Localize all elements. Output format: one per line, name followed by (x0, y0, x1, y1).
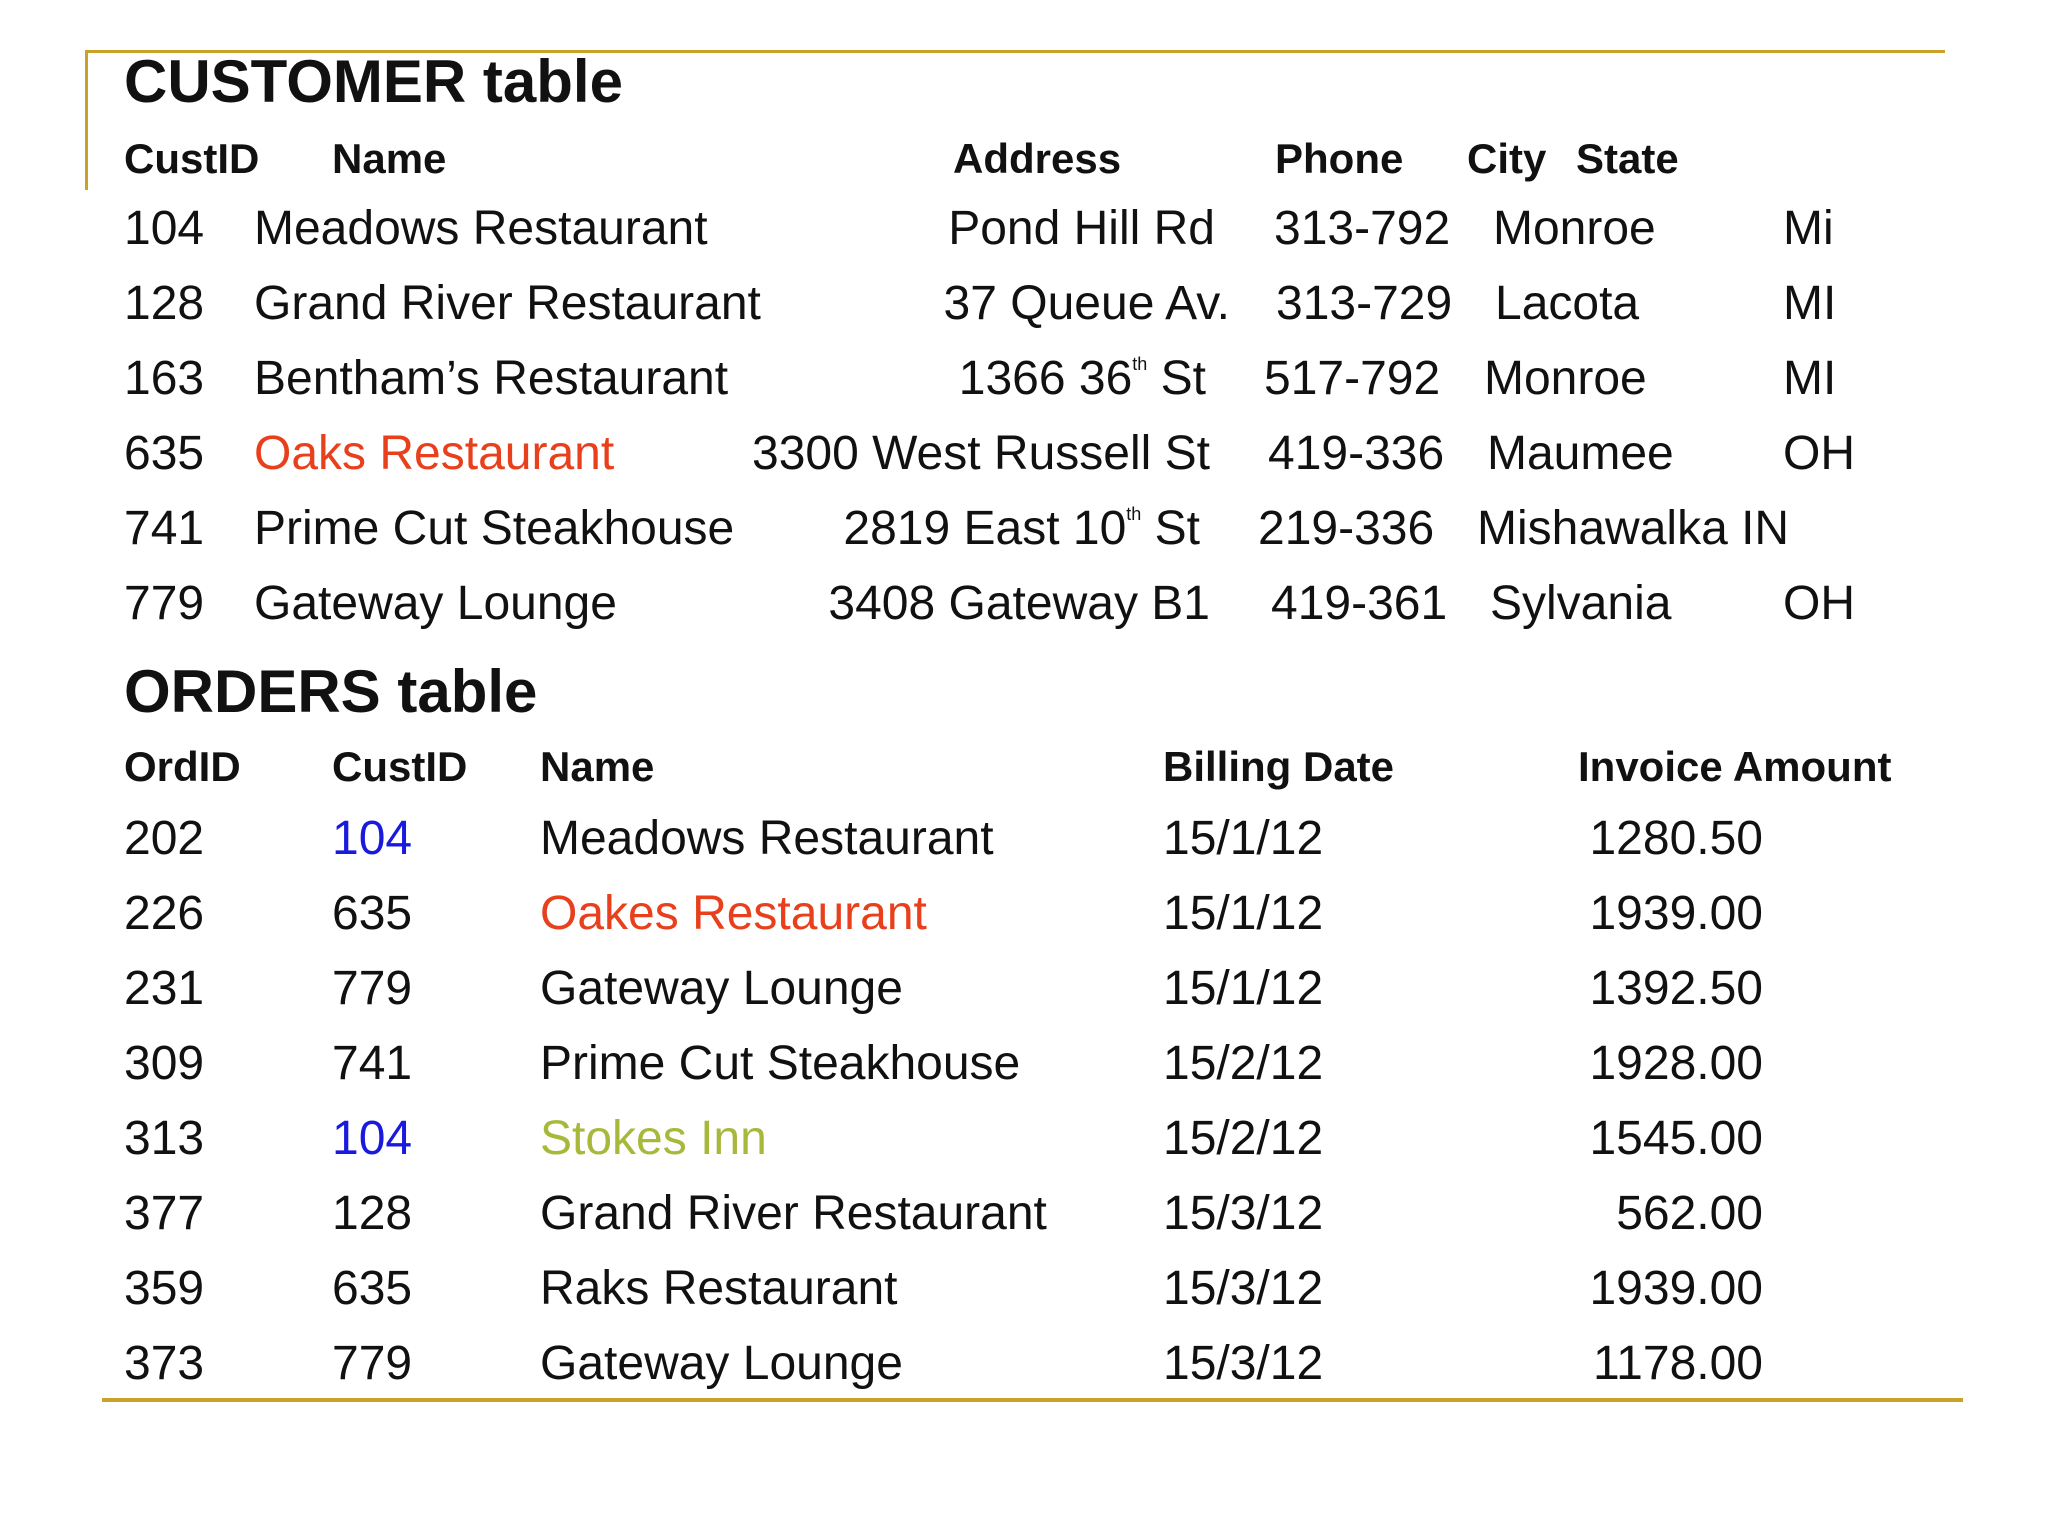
orders-row-3-ordid: 231 (124, 962, 205, 1015)
orders-table-title: ORDERS table (124, 658, 538, 725)
customer-row-2-city: Lacota (1495, 277, 1640, 330)
orders-row-2-invoice-amount: 1939.00 (1589, 887, 1763, 940)
orders-row-1-name: Meadows Restaurant (540, 812, 994, 865)
orders-row-8-custid: 779 (332, 1337, 413, 1390)
orders-row-7-custid: 635 (332, 1262, 413, 1315)
customer-header-city: City (1467, 135, 1547, 182)
customer-row-6-name: Gateway Lounge (254, 577, 617, 630)
orders-row-4-billing-date: 15/2/12 (1163, 1037, 1324, 1090)
orders-row-4-custid: 741 (332, 1037, 413, 1090)
customer-row-6-state: OH (1783, 577, 1855, 630)
orders-header-billing-date: Billing Date (1163, 743, 1395, 790)
frame-left-rule (85, 50, 88, 190)
orders-row-8-invoice-amount: 1178.00 (1593, 1337, 1763, 1390)
customer-row-4-city: Maumee (1487, 427, 1674, 480)
frame-bottom-rule (102, 1398, 1963, 1402)
customer-row-3-state: MI (1783, 352, 1837, 405)
orders-row-3-invoice-amount: 1392.50 (1589, 962, 1763, 1015)
orders-row-8-ordid: 373 (124, 1337, 205, 1390)
orders-row-5-custid: 104 (332, 1112, 413, 1165)
orders-row-1-ordid: 202 (124, 812, 205, 865)
customer-row-1-name: Meadows Restaurant (254, 202, 708, 255)
orders-row-6-invoice-amount: 562.00 (1616, 1187, 1763, 1240)
customer-table-title: CUSTOMER table (124, 48, 623, 115)
orders-row-1-custid: 104 (332, 812, 413, 865)
customer-row-1-custid: 104 (124, 202, 205, 255)
orders-row-6-name: Grand River Restaurant (540, 1187, 1047, 1240)
customer-row-5-address (843, 502, 1200, 555)
orders-row-6-billing-date: 15/3/12 (1163, 1187, 1324, 1240)
orders-row-7-ordid: 359 (124, 1262, 205, 1315)
customer-row-1-state: Mi (1783, 202, 1834, 255)
customer-row-3-city: Monroe (1484, 352, 1647, 405)
orders-row-5-billing-date: 15/2/12 (1163, 1112, 1324, 1165)
customer-row-2-phone: 313-729 (1276, 277, 1453, 330)
orders-row-5-name: Stokes Inn (540, 1112, 767, 1165)
customer-row-5-address-tail: St (1141, 502, 1200, 555)
customer-row-3-custid: 163 (124, 352, 205, 405)
orders-row-5-ordid: 313 (124, 1112, 205, 1165)
customer-row-5-city: Mishawalka IN (1477, 502, 1790, 555)
orders-row-7-invoice-amount: 1939.00 (1589, 1262, 1763, 1315)
customer-row-2-address: 37 Queue Av. (943, 277, 1230, 330)
orders-row-2-name: Oakes Restaurant (540, 887, 927, 940)
customer-row-6-custid: 779 (124, 577, 205, 630)
customer-row-1-city: Monroe (1493, 202, 1656, 255)
orders-row-3-custid: 779 (332, 962, 413, 1015)
orders-row-6-custid: 128 (332, 1187, 413, 1240)
orders-row-3-billing-date: 15/1/12 (1163, 962, 1324, 1015)
orders-row-4-name: Prime Cut Steakhouse (540, 1037, 1021, 1090)
customer-row-2-custid: 128 (124, 277, 205, 330)
customer-header-address: Address (953, 135, 1122, 182)
orders-row-8-name: Gateway Lounge (540, 1337, 903, 1390)
customer-header-phone: Phone (1275, 135, 1404, 182)
customer-row-3-name: Bentham’s Restaurant (254, 352, 729, 405)
customer-row-3-address-tail: St (1147, 352, 1206, 405)
orders-row-1-invoice-amount: 1280.50 (1589, 812, 1763, 865)
customer-row-6-phone: 419-361 (1271, 577, 1448, 630)
customer-row-5-name: Prime Cut Steakhouse (254, 502, 735, 555)
customer-row-6-address: 3408 Gateway B1 (828, 577, 1210, 630)
orders-row-2-billing-date: 15/1/12 (1163, 887, 1324, 940)
orders-header-custid: CustID (332, 743, 468, 790)
orders-header-ordid: OrdID (124, 743, 241, 790)
customer-row-1-address: Pond Hill Rd (948, 202, 1215, 255)
orders-row-8-billing-date: 15/3/12 (1163, 1337, 1324, 1390)
customer-header-name: Name (332, 135, 447, 182)
orders-row-4-invoice-amount: 1928.00 (1589, 1037, 1763, 1090)
orders-row-2-custid: 635 (332, 887, 413, 940)
customer-row-4-phone: 419-336 (1268, 427, 1445, 480)
orders-header-name: Name (540, 743, 655, 790)
customer-row-6-city: Sylvania (1490, 577, 1672, 630)
orders-row-2-ordid: 226 (124, 887, 205, 940)
orders-row-6-ordid: 377 (124, 1187, 205, 1240)
customer-row-2-state: MI (1783, 277, 1837, 330)
orders-header-invoice-amount: Invoice Amount (1578, 743, 1892, 790)
customer-row-4-address: 3300 West Russell St (752, 427, 1210, 480)
customer-row-4-custid: 635 (124, 427, 205, 480)
customer-row-5-address-main: 2819 East 10 (843, 502, 1127, 555)
orders-row-4-ordid: 309 (124, 1037, 205, 1090)
customer-row-3-phone: 517-792 (1264, 352, 1441, 405)
customer-row-2-name: Grand River Restaurant (254, 277, 761, 330)
customer-row-4-name: Oaks Restaurant (254, 427, 615, 480)
customer-row-5-custid: 741 (124, 502, 205, 555)
customer-row-5-address-suffix: th (1126, 504, 1142, 524)
customer-row-4-state: OH (1783, 427, 1855, 480)
orders-row-5-invoice-amount: 1545.00 (1589, 1112, 1763, 1165)
customer-row-3-address (958, 352, 1206, 405)
customer-row-3-address-main: 1366 36 (958, 352, 1133, 405)
orders-row-7-name: Raks Restaurant (540, 1262, 898, 1315)
orders-row-3-name: Gateway Lounge (540, 962, 903, 1015)
customer-row-5-phone: 219-336 (1258, 502, 1435, 555)
customer-row-3-address-suffix: th (1132, 354, 1148, 374)
customer-header-custid: CustID (124, 135, 260, 182)
customer-row-1-phone: 313-792 (1274, 202, 1451, 255)
customer-header-state: State (1576, 135, 1679, 182)
orders-row-1-billing-date: 15/1/12 (1163, 812, 1324, 865)
orders-row-7-billing-date: 15/3/12 (1163, 1262, 1324, 1315)
